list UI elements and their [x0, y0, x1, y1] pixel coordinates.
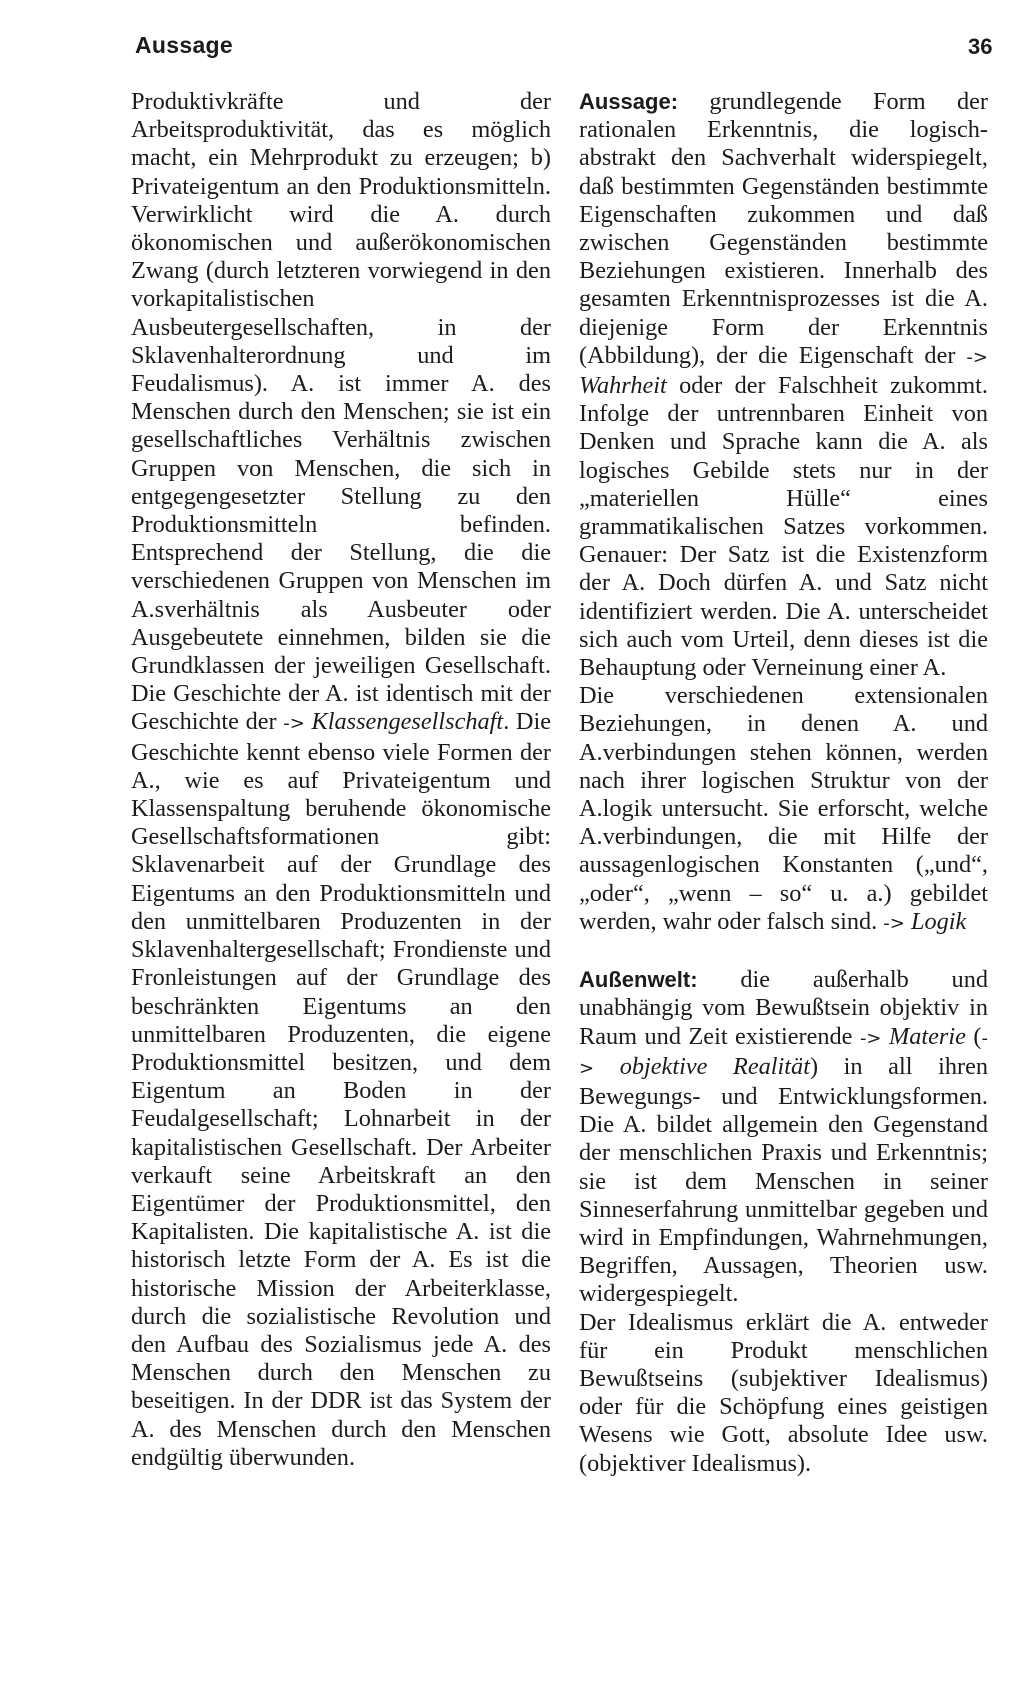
- cross-reference-arrow-icon: ->: [579, 1027, 988, 1079]
- cross-reference-logik[interactable]: Logik: [910, 907, 967, 935]
- cross-reference-arrow-icon: ->: [859, 1027, 882, 1049]
- page-number: 36: [968, 34, 993, 59]
- right-column: [579, 88, 988, 1478]
- entry-text: oder der Falschheit zukommt. Infolge der untrennbaren Einheit von Denken und Sprache kann die A. als logisches Gebilde stets nur in der „materiellen Hülle“ eines grammatikalischen Satzes vorkommen. Genauer: Der Satz ist die Existenzform der A. Doch dürfen A. und Satz nicht identifiziert werden. Die A. unterscheidet sich auch vom Urteil, denn dieses ist die Behauptung oder Verneinung einer A.: [579, 372, 988, 682]
- cross-reference-arrow-icon: ->: [283, 713, 305, 735]
- cross-reference-arrow-icon: ->: [966, 346, 988, 368]
- paragraph-text: Produktivkräfte und der Arbeitsproduktivität, das es möglich macht, ein Mehrprodukt zu erzeugen; b) Privateigentum an den Produktionsmitteln. Verwirklicht wird die A. durch ökonomischen und außerökonomischen Zwang (durch letzteren vorwiegend in den vorkapitalistischen Ausbeutergesellschaften, in der Sklavenhalterordnung und im Feudalismus). A. ist immer A. des Menschen durch den Menschen; sie ist ein gesellschaftliches Verhältnis zwischen Gruppen von Menschen, die sich in entgegengesetzter Stellung zu den Produktionsmitteln befinden. Entsprechend der Stellung, die die verschiedenen Gruppen von Menschen im A.sverhältnis als Ausbeuter oder Ausgebeutete einnehmen, bilden sie die Grundklassen der jeweiligen Gesellschaft. Die Geschichte der A. ist identisch mit der Geschichte der: [131, 88, 551, 736]
- paragraph-text: . Die Geschichte kennt ebenso viele Formen der A., wie es auf Privateigentum und Klassenspaltung beruhende ökonomische Gesellschaftsformationen gibt: Sklavenarbeit auf der Grundlage des Eigentums an den Produktionsmitteln und den unmittelbaren Produzenten in der Sklavenhaltergesellschaft; Frondienste und Fronleistungen auf der Grundlage des beschränkten Eigentums an den unmittelbaren Produzenten, die eigene Produktionsmittel besitzen, und dem Eigentum an Boden in der Feudalgesellschaft; Lohnarbeit in der kapitalistischen Gesellschaft. Der Arbeiter verkauft seine Arbeitskraft an den Eigentümer der Produktionsmittel, den Kapitalisten. Die kapitalistische A. ist die historisch letzte Form der A. Es ist die historische Mission der Arbeiterklasse, durch die sozialistische Revolution und den Aufbau des Sozialismus jede A. des Menschen durch den Menschen zu beseitigen. In der DDR ist das System der A. des Menschen durch den Menschen endgültig überwunden.: [131, 708, 551, 1471]
- cross-reference-materie[interactable]: Materie: [889, 1022, 966, 1050]
- paren-open: (: [965, 1022, 982, 1050]
- cross-reference-objektive-realitaet[interactable]: objektive Realität: [619, 1052, 810, 1080]
- cross-reference-klassengesellschaft[interactable]: Klassengesellschaft: [311, 708, 504, 736]
- entry-aussenwelt: [579, 966, 988, 1308]
- entry-text: grundlegende Form der rationalen Erkenntnis, die logisch-abstrakt den Sachverhalt widerspiegelt, daß bestimmten Gegenständen bestimmte Eigenschaften zukommen und daß zwischen Gegenständen bestimmte Beziehungen existieren. Innerhalb des gesamten Erkenntnisprozesses ist die A. diejenige Form der Erkenntnis (Abbildung), der die Eigenschaft der: [579, 88, 988, 369]
- cross-reference-wahrheit[interactable]: Wahrheit: [579, 372, 667, 400]
- left-column: [131, 88, 551, 1472]
- entry-term-aussage: Aussage:: [579, 89, 679, 114]
- cross-reference-arrow-icon: ->: [883, 912, 905, 934]
- ausbeutung-continuation: [131, 88, 551, 1472]
- paragraph-text: Die verschiedenen extensionalen Beziehungen, in denen A. und A.verbindungen stehen können, werden nach ihrer logischen Struktur von der A.logik untersucht. Sie erforscht, welche A.verbindungen, die mit Hilfe der aussagenlogischen Konstanten („und“, „oder“, „wenn – so“ u. a.) gebildet werden, wahr oder falsch sind.: [579, 682, 988, 935]
- entry-text: die außerhalb und unabhängig vom Bewußtsein objektiv in Raum und Zeit existierende: [579, 966, 988, 1050]
- entry-aussage: [579, 88, 988, 682]
- entry-aussenwelt-paragraph-2: Der Idealismus erklärt die A. entweder für ein Produkt menschlichen Bewußtseins (subjektiver Idealismus) oder für die Schöpfung eines geistigen Wesens wie Gott, absolute Idee usw. (objektiver Idealismus).: [579, 1308, 988, 1477]
- entry-term-aussenwelt: Außenwelt:: [579, 967, 698, 993]
- entry-text: ) in all ihren Bewegungs- und Entwicklungsformen. Die A. bildet allgemein den Gegenstand der menschlichen Praxis und Erkenntnis; sie ist dem Menschen in seiner Sinneserfahrung unmittelbar gegeben und wird in Empfindungen, Wahrnehmungen, Begriffen, Aussagen, Theorien usw. widergespiegelt.: [579, 1052, 989, 1308]
- page-header: [0, 32, 1024, 72]
- entry-aussage-paragraph-2: [579, 682, 988, 938]
- running-head: Aussage: [135, 32, 233, 58]
